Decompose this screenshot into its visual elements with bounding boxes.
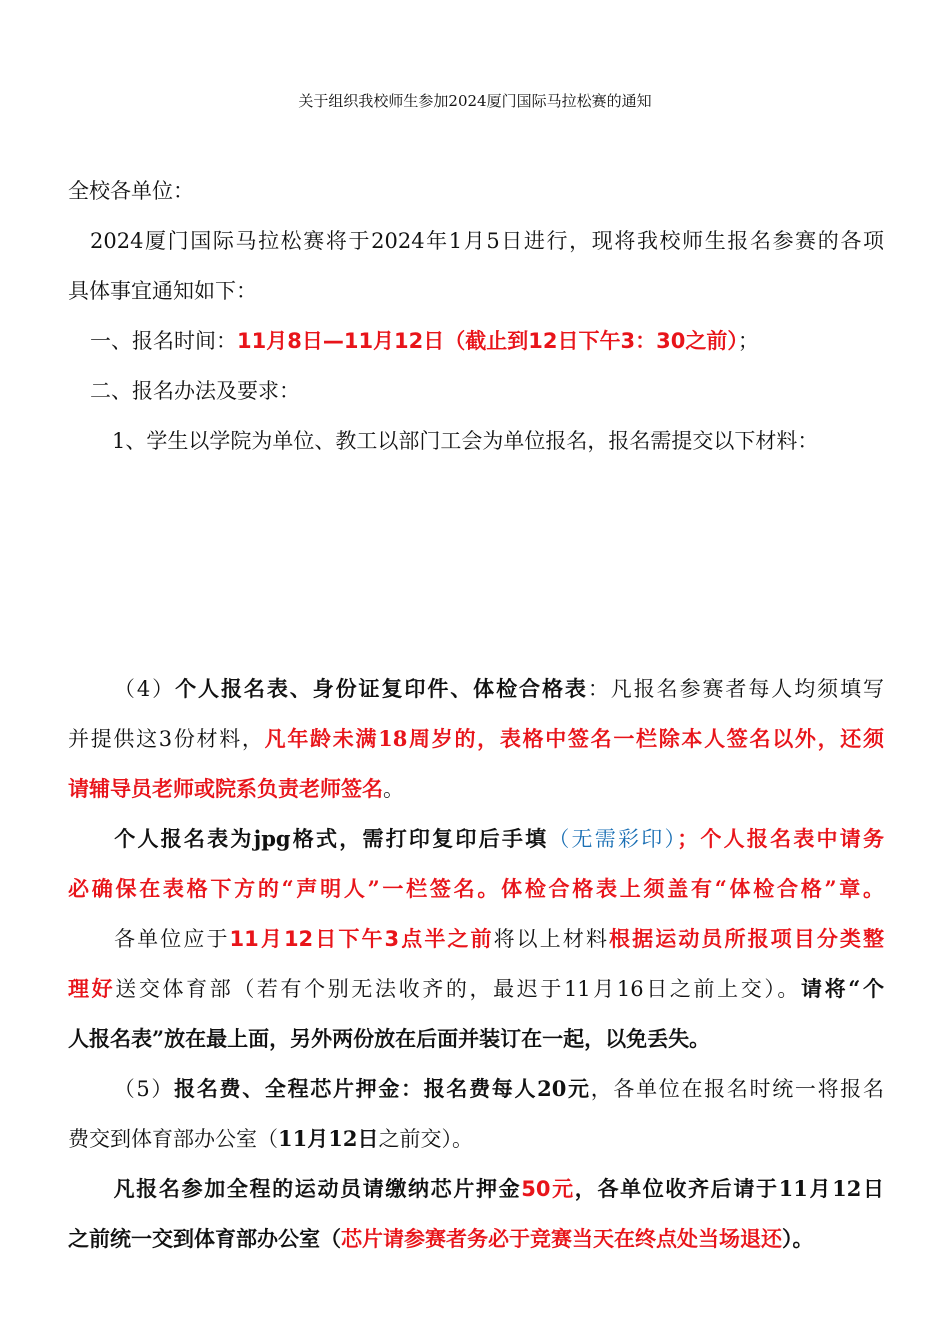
units-text-2: 送交体育部（若有个别无法收齐的，最迟于11月16日之前上交）。 bbox=[115, 977, 802, 1001]
section-2 bbox=[68, 376, 884, 406]
form-para-bold: 个人报名表为jpg格式，需打印复印后手填 bbox=[112, 826, 549, 851]
units-bold-3: 人报名表”放在最上面，另外两份放在后面并装订在一起，以免丢失。 bbox=[68, 1026, 711, 1051]
section-1 bbox=[68, 326, 884, 356]
chip-bold-2b: ）。 bbox=[782, 1226, 814, 1251]
item-4-red-2: 请辅导员老师或院系负责老师签名 bbox=[68, 776, 383, 801]
form-para-blue: （无需彩印） bbox=[548, 827, 678, 851]
item-5-bold-2: 11月12日 bbox=[278, 1126, 379, 1151]
section-1-dates: 11月8日—11月12日（截止到12日下午3：30之前） bbox=[237, 329, 738, 353]
units-para-line-3 bbox=[68, 1024, 884, 1054]
intro-line-2: 具体事宜通知如下： bbox=[68, 279, 257, 303]
item-4-text-1: 凡报名参赛者每人均须填写 bbox=[610, 677, 885, 701]
form-para-red-2: 必确保在表格下方的“声明人”一栏签名。体检合格表上须盖有“体检合格”章。 bbox=[68, 876, 884, 901]
salutation: 全校各单位： bbox=[68, 179, 194, 203]
chip-bold-1a: 凡报名参加全程的运动员请缴纳芯片押金 bbox=[112, 1176, 522, 1201]
item-5-heading: 报名费、全程芯片押金：报名费每人20元 bbox=[174, 1076, 591, 1101]
item-4-end: 。 bbox=[383, 777, 404, 801]
units-mid: 将以上材料 bbox=[493, 927, 610, 951]
item-5-line-2 bbox=[68, 1124, 884, 1154]
units-red-1: 根据运动员所报项目分类整 bbox=[609, 926, 885, 951]
intro-line-1 bbox=[68, 226, 884, 256]
chip-bold-1b: ，各单位收齐后请于11月12日 bbox=[574, 1176, 884, 1201]
form-para-line-1 bbox=[68, 824, 884, 854]
section-1-label: 一、报名时间： bbox=[90, 329, 237, 353]
units-red-2: 理好 bbox=[68, 976, 116, 1001]
item-5-line-1 bbox=[68, 1074, 884, 1104]
intro-text-1: 2024厦门国际马拉松赛将于2024年1月5日进行，现将我校师生报名参赛的各项 bbox=[90, 229, 884, 253]
section-1-end: ； bbox=[737, 329, 759, 353]
page-title: 关于组织我校师生参加2024厦门国际马拉松赛的通知 bbox=[298, 92, 652, 110]
item-4-line-2 bbox=[68, 724, 884, 754]
form-para-line-2 bbox=[68, 874, 884, 904]
units-para-line-2 bbox=[68, 974, 884, 1004]
units-prefix: 各单位应于 bbox=[112, 927, 230, 951]
item-4-text-2: 并提供这3份材料， bbox=[68, 727, 265, 751]
item-5-num: （5） bbox=[112, 1077, 175, 1101]
form-para-red-1: ；个人报名表中请务 bbox=[677, 826, 885, 851]
item-5-text-2b: 之前交）。 bbox=[378, 1127, 473, 1151]
units-bold-2: 请将“个 bbox=[801, 976, 884, 1001]
item-4-colon: ： bbox=[587, 677, 611, 701]
chip-red-2: 芯片请参赛者务必于竞赛当天在终点处当场退还 bbox=[341, 1226, 782, 1251]
item-4-heading: 个人报名表、身份证复印件、体检合格表 bbox=[175, 676, 588, 701]
units-deadline: 11月12日下午3点半之前 bbox=[229, 927, 494, 951]
section-2-label: 二、报名办法及要求： bbox=[90, 379, 300, 403]
units-para-line-1 bbox=[68, 924, 884, 954]
item-1-text: 1、学生以学院为单位、教工以部门工会为单位报名，报名需提交以下材料： bbox=[112, 429, 819, 453]
section-2-item-1 bbox=[68, 426, 884, 456]
item-4-num: （4） bbox=[112, 677, 176, 701]
item-4-line-3 bbox=[68, 774, 884, 804]
item-4-red-1: 凡年龄未满18周岁的，表格中签名一栏除本人签名以外，还须 bbox=[264, 726, 884, 751]
item-4-line-1 bbox=[68, 674, 884, 704]
item-5-text-1: ，各单位在报名时统一将报名 bbox=[590, 1077, 884, 1101]
chip-amount: 50元 bbox=[521, 1177, 575, 1201]
item-5-text-2a: 费交到体育部办公室（ bbox=[68, 1127, 278, 1151]
chip-para-line-1 bbox=[68, 1174, 884, 1204]
chip-para-line-2 bbox=[68, 1224, 884, 1254]
chip-bold-2a: 之前统一交到体育部办公室（ bbox=[68, 1226, 341, 1251]
